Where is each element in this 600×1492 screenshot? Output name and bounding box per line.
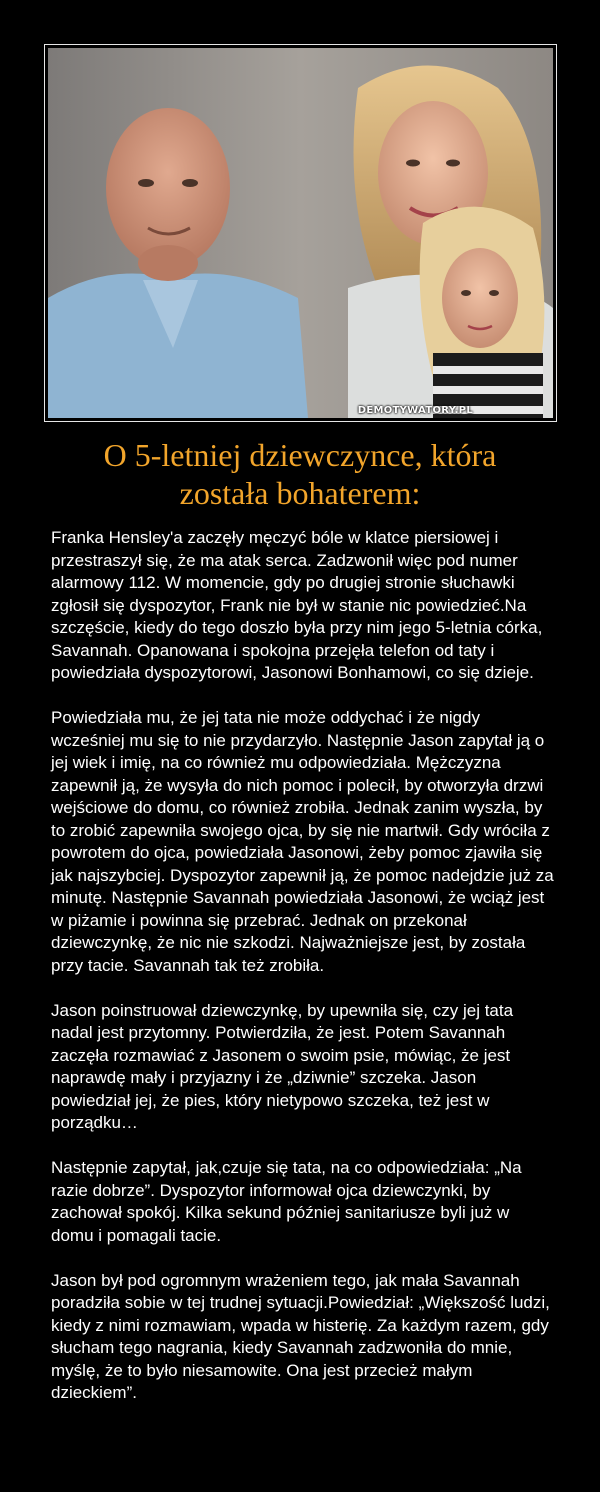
title-line-2: została bohaterem:: [179, 475, 421, 511]
paragraph: Jason poinstruował dziewczynkę, by upewniła się, czy jej tata nadal jest przytomny. Potwierdziła, że jest. Potem Savannah zaczęła rozmawiać z Jasonem o swoim psie, mówiąc, że jest naprawdę mały i przyjazny i że „dziwnie” szczeka. Jason powiedział jej, że pies, który nietypowo szczeka, też jest w porządku…: [51, 1000, 514, 1132]
paragraph: Jason był pod ogromnym wrażeniem tego, jak mała Savannah poradziła sobie w tej trudnej sytuacji.Powiedział: „Większość ludzi, kiedy z nimi rozmawiam, wpada w histerię. Za każdym razem, gdy słucham tego nagrania, kiedy Savannah zadzwoniła do mnie, myślę, że to było niesamowite. Ona jest przecież małym dzieckiem”.: [51, 1270, 550, 1402]
paragraph: Następnie zapytał, jak,czuje się tata, na co odpowiedziała: „Na razie dobrze”. Dyspozytor informował ojca dziewczynki, by zachował spokój. Kilka sekund później sanitariusze byli już w domu i pomagali tacie.: [51, 1158, 522, 1245]
family-photo-illustration: [48, 48, 553, 418]
watermark-logo: DEMOTYWATORY.PL: [357, 405, 473, 416]
poster-title: [0, 436, 600, 512]
photo-frame: [44, 44, 557, 422]
family-photo: [48, 48, 553, 418]
paragraph: Powiedziała mu, że jej tata nie może oddychać i że nigdy wcześniej mu się to nie przydarzyło. Następnie Jason zapytał ją o jej wiek i imię, na co również mu odpowiedziała. Mężczyzna zapewnił ją, że wysyła do nich pomoc i polecił, by otworzyła drzwi wejściowe do domu, co również zrobiła. Jednak zanim wyszła, by to zrobić zapewniła swojego ojca, by się nie martwił. Gdy wróciła z powrotem do ojca, powiedziała Jasonowi, żeby pomoc zjawiła się jak najszybciej. Dyspozytor zapewnił ją, że pomoc nadejdzie już za minutę. Następnie Savannah powiedziała Jasonowi, że wciąż jest w piżamie i powinna się przebrać. Jednak on przekonał dziewczynkę, że nic nie szkodzi. Najważniejsze jest, by została przy tacie. Savannah tak też zrobiła.: [51, 708, 554, 975]
paragraph: Franka Hensley'a zaczęły męczyć bóle w klatce piersiowej i przestraszył się, że ma atak serca. Zadzwonił więc pod numer alarmowy 112. W momencie, gdy po drugiej stronie słuchawki zgłosił się dyspozytor, Frank nie był w stanie nic powiedzieć.Na szczęście, kiedy do tego doszło była przy nim jego 5-letnia córka, Savannah. Opanowana i spokojna przejęła telefon od taty i powiedziała dyspozytorowi, Jasonowi Bonhamowi, co się dzieje.: [51, 528, 543, 682]
article-body: [51, 527, 556, 1405]
title-line-1: O 5-letniej dziewczynce, która: [103, 437, 497, 473]
